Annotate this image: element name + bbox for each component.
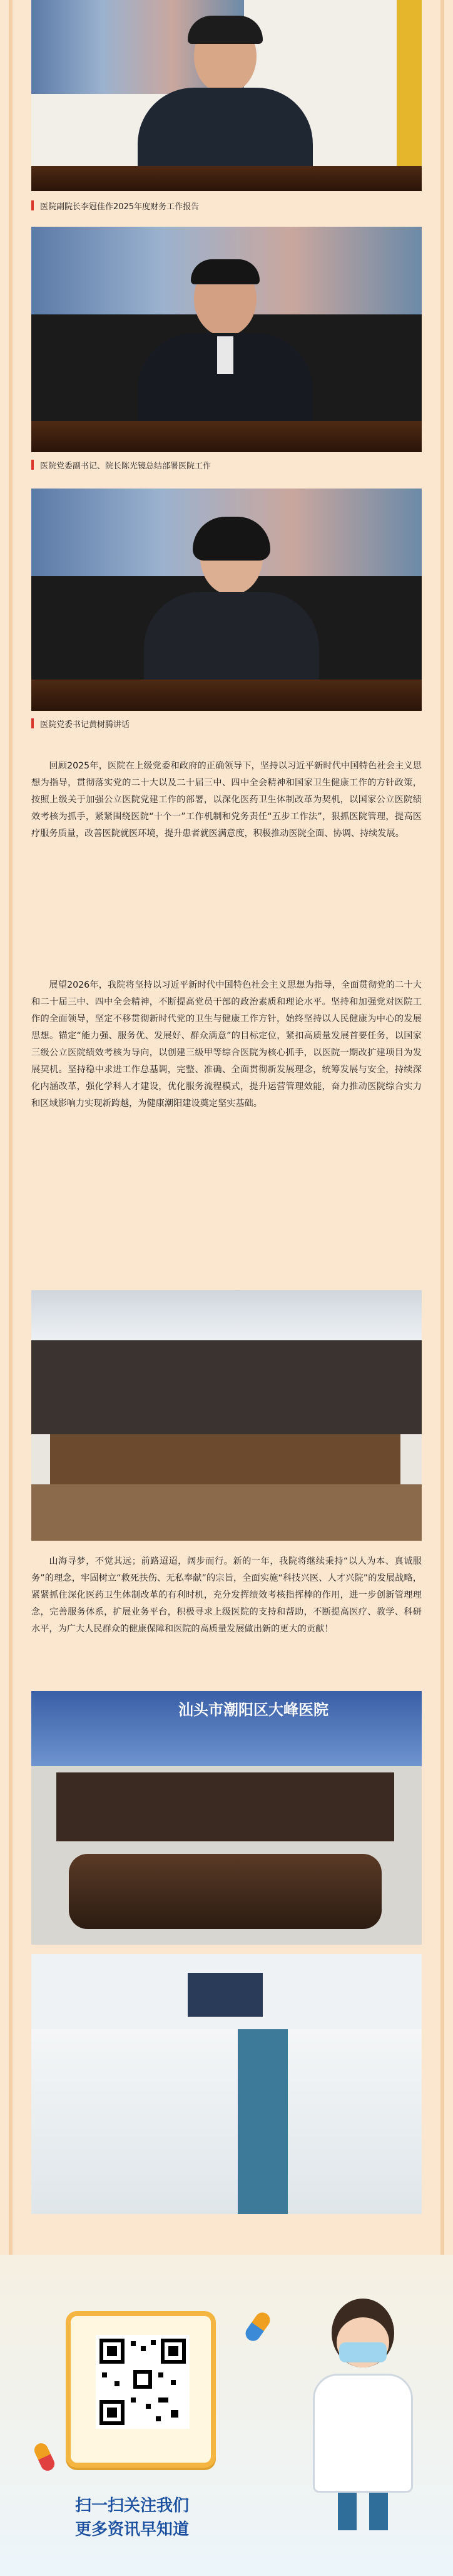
footer-banner [0,2255,453,2576]
paragraph-conclusion: 山海寻梦，不觉其远；前路迢迢，阔步而行。新的一年，我院将继续秉持“以人为本、真诚服务”的理念，牢固树立“救死扶伤、无私奉献”的宗旨，全面实施“科技兴医、人才兴院”的发展战略，紧紧抓住深化医药卫生体制改革的有利时机，充分发挥绩效考核指挥棒的作用，进一步创新管理理念，完善服务体系，扩展业务平台，积极寻求上级医院的支持和帮助，不断提高医疗、教学、科研水平，为广大人民群众的健康保障和医院的高质量发展做出新的更大的贡献！ [31,1556,422,1634]
caption-marker [31,718,34,728]
caption-text: 医院副院长李冠佳作2025年度财务工作报告 [40,202,200,212]
speaker-photo-2 [31,227,422,452]
caption-text: 医院党委书记黄树腾讲话 [40,720,130,730]
conference-room-photo [31,1691,422,1945]
caption-marker [31,460,34,470]
pill-icon [32,2441,56,2473]
paragraph-review-2025: 回顾2025年，医院在上级党委和政府的正确领导下，坚持以习近平新时代中国特色社会主义思想为指导，贯彻落实党的二十大以及二十届三中、四中全会精神和国家卫生健康工作的方针政策，按照上级关于加强公立医院党建工作的部署，以深化医药卫生体制改革为契机，以国家公立医院绩效考核为抓手，紧紧围绕医院“十个一”工作机制和党务责任“五步工作法”，狠抓医院管理，提高医疗服务质量，改善医院就医环境，提升患者就医满意度，积极推动医院全面、协调、持续发展。 [31,761,422,839]
meeting-hall-photo [31,1290,422,1541]
paragraph-outlook-2026: 展望2026年，我院将坚持以习近平新时代中国特色社会主义思想为指导，全面贯彻党的二十大和二十届三中、四中全会精神，不断提高党员干部的政治素质和理论水平。坚持和加强党对医院工作的全面领导，坚定不移贯彻新时代党的卫生与健康工作方针，始终坚持以人民健康为中心的发展思想。锚定“能力强、服务优、发展好、群众满意”的目标定位，紧扣高质量发展首要任务，以国家三级公立医院绩效考核为导向，以创建三级甲等综合医院为核心抓手，以医院一期改扩建项目为发展契机。坚持稳中求进工作总基调，完整、准确、全面贯彻新发展理念，统筹发展与安全，持续深化内涵改革，强化学科人才建设，优化服务流程模式，提升运营管理效能，奋力推动医院综合实力和区域影响力实现新跨越，为健康潮阳建设奠定坚实基础。 [31,980,422,1109]
podium-desk [31,421,422,452]
classroom-photo [31,1954,422,2214]
caption-marker [31,200,34,210]
speaker-figure [125,19,325,175]
speaker-photo-1 [31,0,422,191]
qr-code[interactable] [96,2335,190,2429]
caption-text: 医院党委副书记、院长陈光镜总结部署医院工作 [40,461,211,471]
pill-icon [243,2310,273,2344]
doctor-illustration [300,2299,425,2537]
caption-3 [31,711,422,736]
caption-2 [31,452,422,477]
curtain [397,0,422,191]
qr-code-pattern [96,2335,190,2429]
speaker-figure [138,520,325,683]
qr-code-card [66,2311,216,2468]
footer-line-2: 更多资讯早知道 [75,2520,190,2539]
speaker-figure [125,261,325,424]
footer-line-1: 扫一扫关注我们 [75,2496,190,2515]
speaker-photo-3 [31,489,422,711]
podium-desk [31,166,422,191]
caption-1 [31,193,422,218]
hospital-sign: 汕头市潮阳区大峰医院 [178,1701,328,1719]
podium-desk [31,680,422,711]
